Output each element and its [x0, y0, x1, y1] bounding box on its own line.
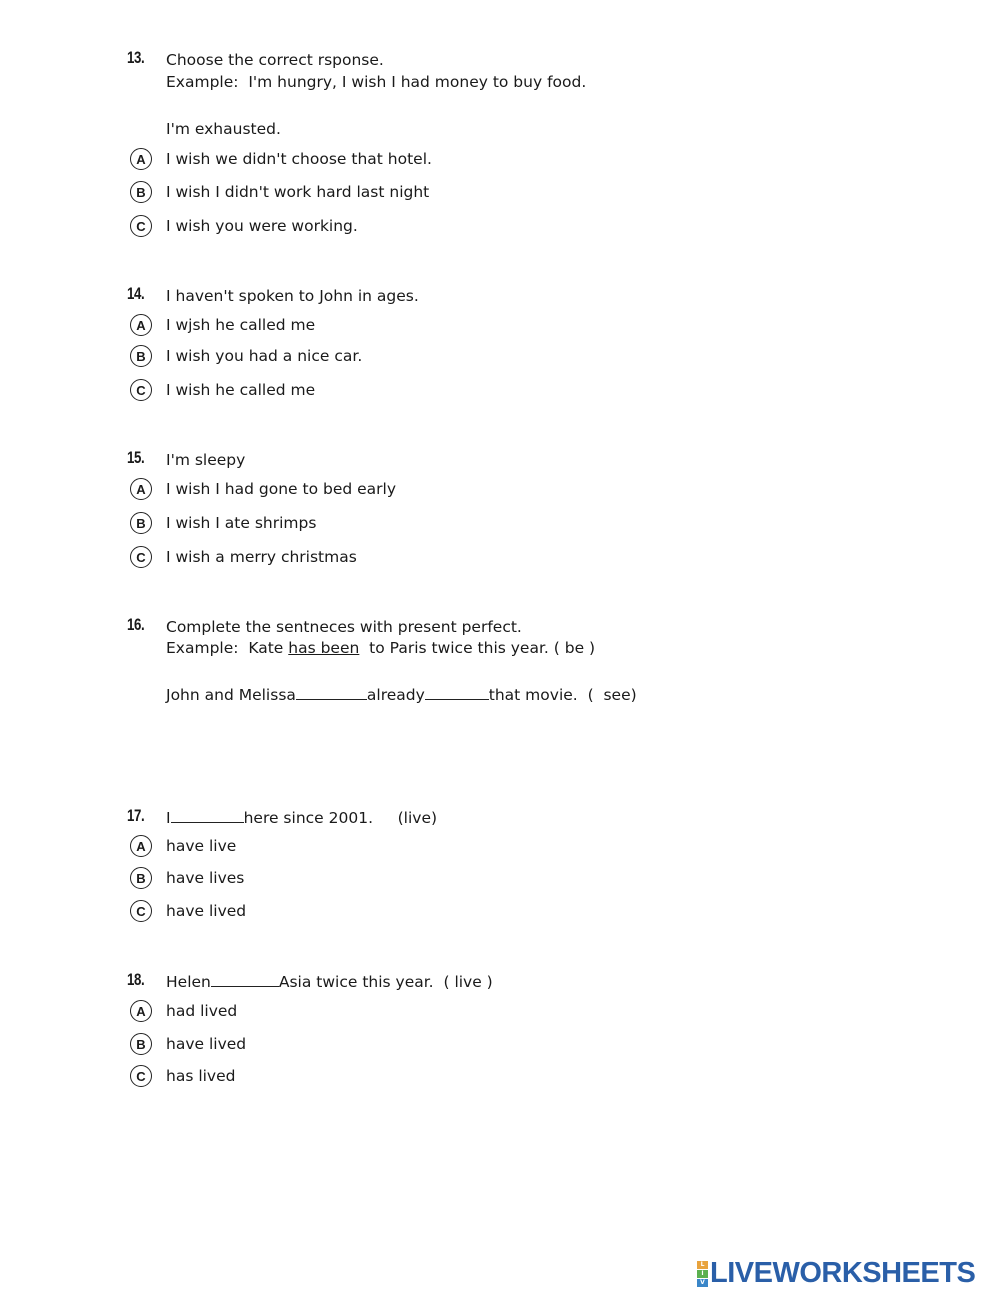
option-b[interactable] — [130, 179, 430, 205]
prompt-part: here since 2001. (live) — [243, 809, 438, 827]
option-text: I wish I had gone to bed early — [166, 480, 397, 498]
option-radio[interactable]: A — [130, 1000, 152, 1022]
option-c[interactable] — [130, 213, 358, 239]
fill-sentence — [166, 685, 637, 705]
answer-blank[interactable] — [296, 685, 367, 700]
example-prefix: Example: Kate — [166, 639, 289, 657]
example-answer: has been — [288, 639, 360, 657]
option-radio[interactable]: B — [130, 181, 152, 203]
option-b[interactable] — [130, 510, 317, 536]
option-b[interactable] — [130, 1031, 247, 1057]
logo-block: I — [697, 1270, 708, 1278]
question-number: 14. — [127, 284, 145, 303]
option-c[interactable] — [130, 898, 247, 924]
option-radio[interactable]: A — [130, 835, 152, 857]
question-stem: I'm exhausted. — [166, 120, 281, 138]
question-number: 16. — [127, 615, 145, 634]
example-text: Example: I'm hungry, I wish I had money to buy food. — [166, 73, 587, 91]
answer-blank[interactable] — [425, 685, 489, 700]
option-a[interactable] — [130, 998, 238, 1024]
option-text: I wish I ate shrimps — [166, 514, 317, 532]
logo-block: L — [697, 1261, 708, 1269]
option-text: have lives — [166, 869, 245, 887]
option-radio[interactable]: C — [130, 215, 152, 237]
question-number: 15. — [127, 448, 145, 467]
option-radio[interactable]: C — [130, 379, 152, 401]
option-a[interactable] — [130, 833, 237, 859]
example-text — [166, 638, 595, 658]
liveworksheets-logo[interactable] — [697, 1257, 975, 1290]
option-text: I wish he called me — [166, 381, 316, 399]
logo-text: LIVEWORKSHEETS — [710, 1257, 976, 1289]
option-text: I wish you had a nice car. — [166, 347, 363, 365]
option-b[interactable] — [130, 865, 245, 891]
example-suffix: to Paris twice this year. ( be ) — [359, 639, 596, 657]
option-text: I wish we didn't choose that hotel. — [166, 150, 432, 168]
question-prompt — [166, 808, 437, 828]
option-radio[interactable]: B — [130, 1033, 152, 1055]
question-prompt: Complete the sentneces with present perfect. — [166, 618, 522, 636]
answer-blank — [211, 972, 279, 987]
sentence-part: that movie. ( see) — [488, 686, 637, 704]
option-text: have lived — [166, 902, 247, 920]
answer-blank — [171, 808, 244, 823]
option-a[interactable] — [130, 312, 316, 338]
option-text: I wish I didn't work hard last night — [166, 183, 430, 201]
option-text: I wish you were working. — [166, 217, 358, 235]
option-radio[interactable]: A — [130, 478, 152, 500]
logo-block: V — [697, 1279, 708, 1287]
question-number: 17. — [127, 806, 145, 825]
option-c[interactable] — [130, 377, 316, 403]
option-a[interactable] — [130, 476, 397, 502]
option-c[interactable] — [130, 544, 357, 570]
option-b[interactable] — [130, 343, 363, 369]
option-radio[interactable]: A — [130, 314, 152, 336]
option-text: has lived — [166, 1067, 236, 1085]
option-a[interactable] — [130, 146, 432, 172]
option-radio[interactable]: C — [130, 1065, 152, 1087]
sentence-part: John and Melissa — [166, 686, 296, 704]
question-prompt: I'm sleepy — [166, 451, 246, 469]
option-radio[interactable]: C — [130, 900, 152, 922]
option-radio[interactable]: B — [130, 345, 152, 367]
question-prompt: I haven't spoken to John in ages. — [166, 287, 419, 305]
prompt-part: Helen — [166, 973, 211, 991]
option-radio[interactable]: C — [130, 546, 152, 568]
option-text: have live — [166, 837, 237, 855]
question-number: 18. — [127, 970, 145, 989]
question-number: 13. — [127, 48, 145, 67]
option-radio[interactable]: A — [130, 148, 152, 170]
prompt-part: Asia twice this year. ( live ) — [278, 973, 493, 991]
option-text: I wjsh he called me — [166, 316, 316, 334]
sentence-part: already — [366, 686, 425, 704]
option-text: have lived — [166, 1035, 247, 1053]
option-c[interactable] — [130, 1063, 236, 1089]
question-prompt — [166, 972, 493, 992]
logo-mark-icon — [697, 1261, 708, 1287]
option-radio[interactable]: B — [130, 867, 152, 889]
prompt-part: I — [166, 809, 171, 827]
question-prompt: Choose the correct rsponse. — [166, 51, 384, 69]
option-text: had lived — [166, 1002, 238, 1020]
option-radio[interactable]: B — [130, 512, 152, 534]
option-text: I wish a merry christmas — [166, 548, 357, 566]
